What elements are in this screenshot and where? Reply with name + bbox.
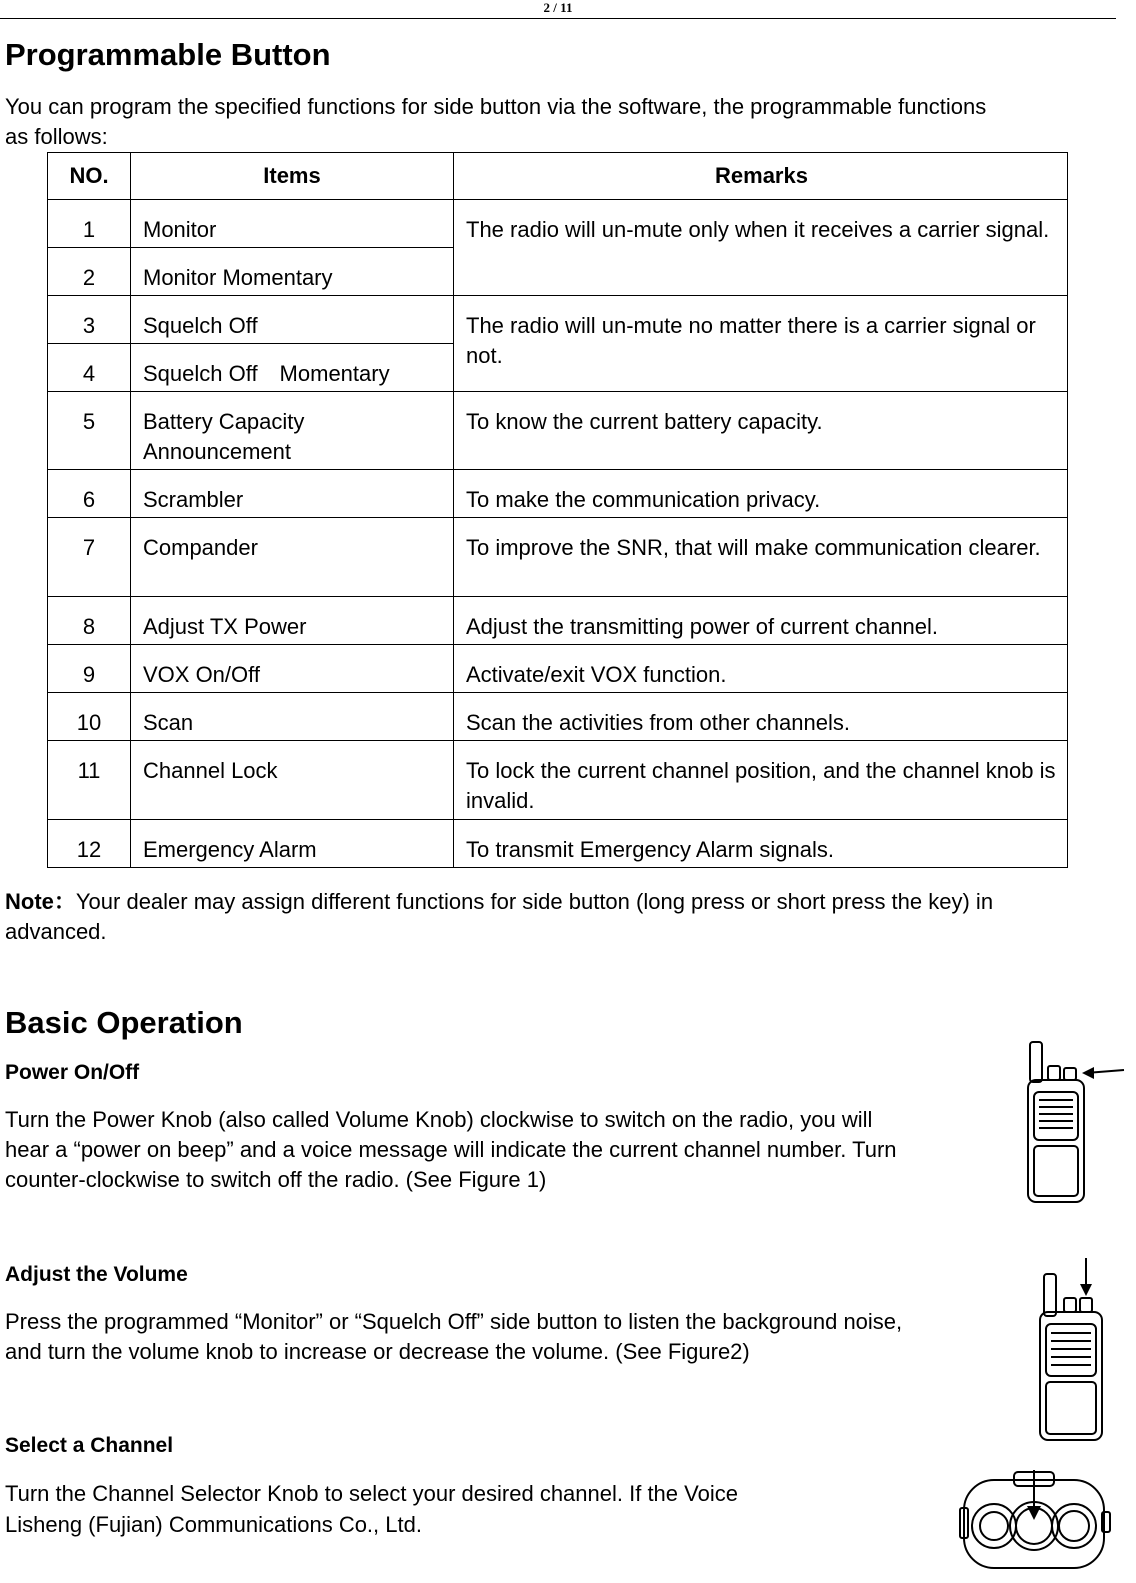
header-items: Items [131, 153, 454, 200]
row-remark: Scan the activities from other channels. [466, 710, 850, 735]
row-item: Compander [143, 535, 258, 560]
row-remark: To improve the SNR, that will make communication clearer. [466, 535, 1041, 560]
row-item: Channel Lock [143, 758, 278, 783]
row-no: 7 [82, 535, 96, 560]
row-no: 6 [82, 487, 96, 512]
function-table [47, 152, 1068, 868]
note-line-1 [5, 887, 993, 917]
note-label: Note： [5, 889, 76, 914]
row-remark: Adjust the transmitting power of current channel. [466, 614, 939, 639]
power-line-3: counter-clockwise to switch off the radio. (See Figure 1) [5, 1167, 547, 1192]
note-text: Your dealer may assign different functions for side button (long press or short press the key) in [75, 889, 994, 914]
table-row [48, 741, 1068, 820]
table-row [48, 470, 1068, 518]
volume-line-1: Press the programmed “Monitor” or “Squelch Off” side button to listen the background noise, [5, 1309, 903, 1334]
row-remark: To transmit Emergency Alarm signals. [466, 837, 835, 862]
header-no: NO. [48, 153, 131, 200]
row-no: 10 [76, 710, 102, 735]
row-remark: To know the current battery capacity. [466, 409, 823, 434]
power-line-1: Turn the Power Knob (also called Volume Knob) clockwise to switch on the radio, you will [5, 1107, 873, 1132]
radio-top-view-icon [956, 1468, 1116, 1578]
row-item: Emergency Alarm [143, 837, 317, 862]
row-item: Scrambler [143, 487, 244, 512]
row-no: 3 [82, 313, 96, 338]
power-line-2: hear a “power on beep” and a voice message will indicate the current channel number. Turn [5, 1137, 897, 1162]
row-item: Squelch Off [143, 313, 258, 338]
table-row [48, 820, 1068, 868]
table-row [48, 392, 1068, 470]
row-no: 11 [77, 758, 101, 783]
row-remark: To make the communication privacy. [466, 487, 821, 512]
heading-adjust-volume: Adjust the Volume [5, 1263, 188, 1286]
intro-line-1: You can program the specified functions for side button via the software, the programmable functions [5, 94, 987, 119]
volume-line-2: and turn the volume knob to increase or decrease the volume. (See Figure2) [5, 1339, 750, 1364]
row-no: 5 [82, 409, 96, 434]
radio-figure-2-icon [1036, 1256, 1116, 1444]
row-no: 12 [76, 837, 102, 862]
table-row [48, 200, 1068, 248]
footer-company: Lisheng (Fujian) Communications Co., Ltd. [5, 1512, 422, 1537]
channel-line-1: Turn the Channel Selector Knob to select your desired channel. If the Voice [5, 1481, 738, 1506]
row-remark: Activate/exit VOX function. [466, 662, 727, 687]
row-item: VOX On/Off [143, 662, 260, 687]
note-line-2: advanced. [5, 919, 107, 944]
table-row [48, 518, 1068, 597]
row-no: 9 [82, 662, 96, 687]
radio-figure-1-icon [1026, 1040, 1130, 1205]
row-item: Squelch Off Momentary [143, 361, 390, 386]
table-row [48, 693, 1068, 741]
table-header-row [48, 153, 1068, 200]
intro-line-2: as follows: [5, 124, 108, 149]
row-remark: The radio will un-mute no matter there is a carrier signal or not. [466, 313, 1036, 368]
section-title-basic-operation: Basic Operation [5, 1005, 243, 1040]
heading-power-on-off: Power On/Off [5, 1061, 140, 1084]
row-item: Scan [143, 710, 194, 735]
section-title-programmable-button: Programmable Button [5, 37, 331, 72]
heading-select-channel: Select a Channel [5, 1434, 174, 1457]
table-row [48, 645, 1068, 693]
row-item: Adjust TX Power [143, 614, 307, 639]
row-item: Monitor [143, 217, 217, 242]
header-remarks: Remarks [454, 153, 1068, 200]
row-no: 1 [82, 217, 96, 242]
table-row [48, 296, 1068, 344]
row-remark: The radio will un-mute only when it receives a carrier signal. [466, 217, 1050, 242]
row-item: Monitor Momentary [143, 265, 333, 290]
row-remark: To lock the current channel position, and the channel knob is invalid. [466, 758, 1056, 813]
page-number: 2 / 11 [0, 0, 1116, 19]
table-row [48, 597, 1068, 645]
row-no: 4 [82, 361, 96, 386]
row-item: Battery Capacity Announcement [143, 409, 305, 464]
row-no: 2 [82, 265, 96, 290]
row-no: 8 [82, 614, 96, 639]
